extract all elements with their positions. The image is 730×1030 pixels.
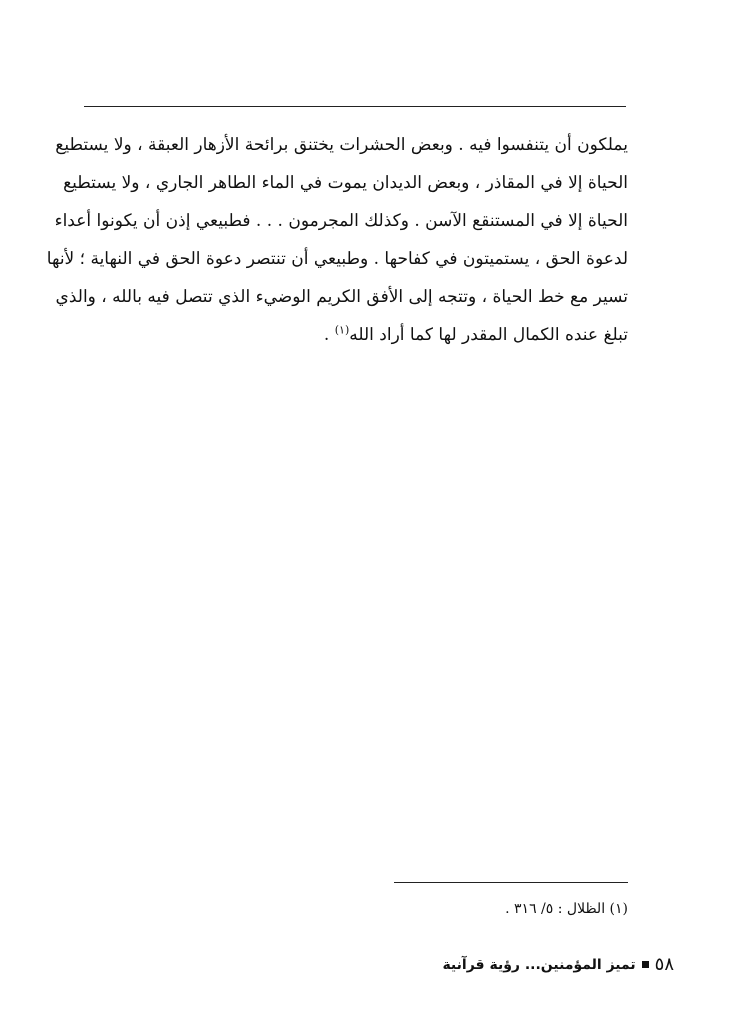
- footnote-rule: [394, 882, 628, 883]
- book-title: تميز المؤمنين... رؤية قرآنية: [442, 956, 636, 973]
- text-line: يملكون أن يتنفسوا فيه . وبعض الحشرات يختنق برائحة الأزهار العبقة ، ولا يستطيع: [55, 135, 628, 155]
- text-line: لدعوة الحق ، يستميتون في كفاحها . وطبيعي أن تنتصر دعوة الحق في النهاية ؛ لأنها: [46, 249, 628, 269]
- footnote: (١) الظلال : ٥/ ٣١٦ .: [505, 901, 628, 917]
- text-line-last: [82, 316, 628, 354]
- footnote-reference[interactable]: (١): [334, 323, 350, 337]
- text-line: الحياة إلا في المستنقع الآسن . وكذلك المجرمون . . . فطبيعي إذن أن يكونوا أعداء: [54, 211, 628, 231]
- text-line-content: تبلغ عنده الكمال المقدر لها كما أراد الله: [349, 325, 628, 345]
- final-period: .: [323, 325, 335, 345]
- page-number: ٥٨: [654, 954, 674, 975]
- text-line: تسير مع خط الحياة ، وتتجه إلى الأفق الكريم الوضيء الذي تتصل فيه بالله ، والذي: [55, 287, 628, 307]
- text-line: الحياة إلا في المقاذر ، وبعض الديدان يموت في الماء الطاهر الجاري ، ولا يستطيع: [63, 173, 628, 193]
- square-bullet-icon: [642, 961, 649, 968]
- header-rule: [84, 106, 626, 107]
- page-footer: [442, 954, 674, 975]
- main-text: [46, 126, 628, 354]
